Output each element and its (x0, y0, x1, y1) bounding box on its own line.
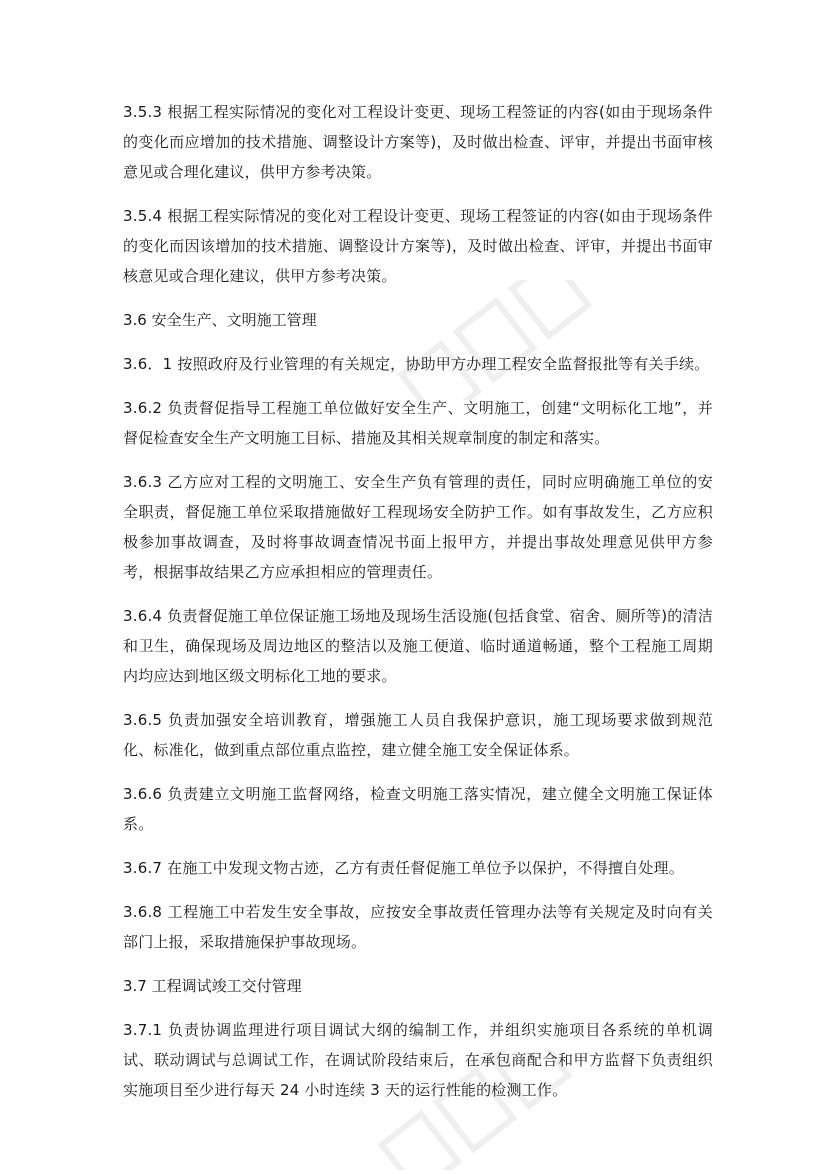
section-heading-3-7: 3.7 工程调试竣工交付管理 (123, 977, 302, 995)
paragraph-3-6-2: 3.6.2 负责督促指导工程施工单位做好安全生产、文明施工，创建“文明标化工地”，并督促检查安全生产文明施工目标、措施及其相关规章制度的制定和落实。 (123, 399, 713, 447)
section-heading-3-6: 3.6 安全生产、文明施工管理 (123, 311, 317, 329)
document-body (123, 97, 713, 1119)
paragraph-3-7-1: 3.7.1 负责协调监理进行项目调试大纲的编制工作，并组织实施项目各系统的单机调试、联动调试与总调试工作，在调试阶段结束后，在承包商配合和甲方监督下负责组织实施项目至少进行每天 24 小时连续 3 天的运行性能的检测工作。 (123, 1021, 713, 1099)
paragraph-3-6-5: 3.6.5 负责加强安全培训教育，增强施工人员自我保护意识，施工现场要求做到规范化、标准化，做到重点部位重点监控，建立健全施工安全保证体系。 (123, 711, 713, 759)
paragraph-3-6-7: 3.6.7 在施工中发现文物古迹，乙方有责任督促施工单位予以保护，不得擅自处理。 (123, 859, 684, 877)
paragraph-3-6-6: 3.6.6 负责建立文明施工监督网络，检查文明施工落实情况，建立健全文明施工保证体系。 (123, 785, 713, 833)
paragraph-3-5-4: 3.5.4 根据工程实际情况的变化对工程设计变更、现场工程签证的内容(如由于现场条件的变化而因该增加的技术措施、调整设计方案等)，及时做出检查、评审，并提出书面审核意见或合理化建议，供甲方参考决策。 (123, 207, 713, 285)
paragraph-3-6-1: 3.6．1 按照政府及行业管理的有关规定，协助甲方办理工程安全监督报批等有关手续。 (123, 355, 710, 373)
paragraph-3-6-3: 3.6.3 乙方应对工程的文明施工、安全生产负有管理的责任，同时应明确施工单位的安全职责，督促施工单位采取措施做好工程现场安全防护工作。如有事故发生，乙方应积极参加事故调查，及时将事故调查情况书面上报甲方，并提出事故处理意见供甲方参考，根据事故结果乙方应承担相应的管理责任。 (123, 473, 713, 581)
paragraph-3-6-4: 3.6.4 负责督促施工单位保证施工场地及现场生活设施(包括食堂、宿舍、厕所等)的清洁和卫生，确保现场及周边地区的整洁以及施工便道、临时通道畅通，整个工程施工周期内均应达到地区级文明标化工地的要求。 (123, 607, 713, 685)
paragraph-3-6-8: 3.6.8 工程施工中若发生安全事故，应按安全事故责任管理办法等有关规定及时向有关部门上报，采取措施保护事故现场。 (123, 903, 713, 951)
paragraph-3-5-3: 3.5.3 根据工程实际情况的变化对工程设计变更、现场工程签证的内容(如由于现场条件的变化而应增加的技术措施、调整设计方案等)，及时做出检查、评审，并提出书面审核意见或合理化建议，供甲方参考决策。 (123, 103, 713, 181)
